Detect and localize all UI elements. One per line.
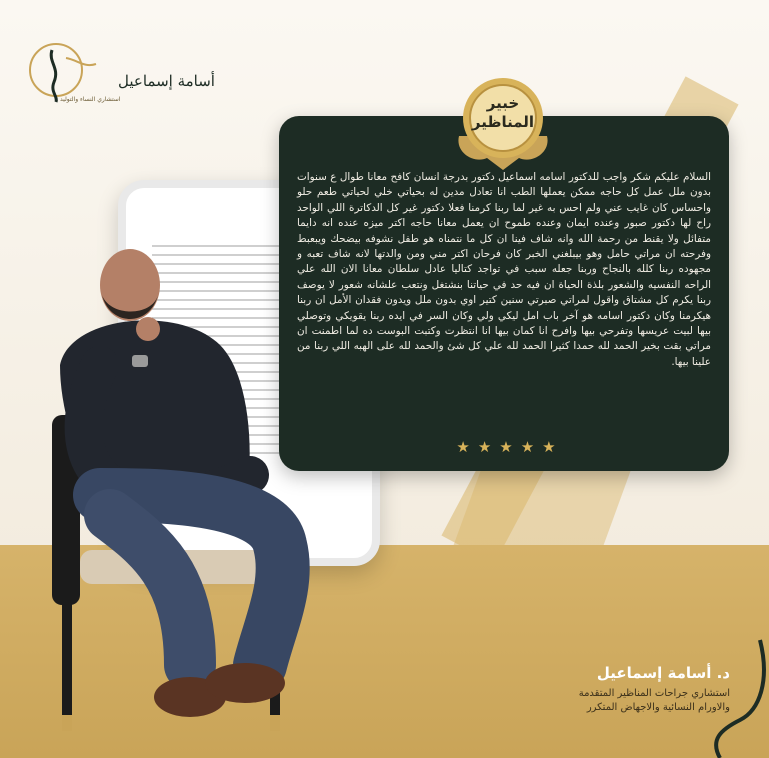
rating-stars — [451, 438, 561, 456]
star-icon: ★ — [456, 438, 470, 456]
star-icon: ★ — [520, 438, 535, 456]
chair-foot-right — [270, 715, 280, 731]
hand — [136, 317, 160, 341]
testimonial-text: السلام عليكم شكر واجب للدكتور اسامه اسماعيل دكتور بدرجة انسان كافح معانا طوال ع سنوات بدون ملل عمل كل حاجه ممكن يعملها الطب انا تعادل مدين له بحياتي خلي لحياتي طعم حلو واحساس كان غايب عني ولم احس به غير لما ربنا كرمنا فعلا دكتور غير كل الدكاترة اللي الواحد راح لها دكتور صبور وعنده ايمان وعنده طموح ان يعمل معانا حاجه اكتر ميزه عنده انه دايما متفائل ولا يقنط من رحمة الله وانه شاف فينا ان كل ما نتمناه هو طفل نشوفه بيضحك ويبعبط وفرحته ان مراتي حامل وهو بيبلغني الخبر كان فرحان اكتر مني ومن والدتها لانه شاف تعبه و مجهوده ربنا كلله بالنجاح وربنا جعله سبب في تواجد كتاليا عادل سلطان معانا الان الله علي الراحه النفسيه والشعور بلذة الحياة ان فيه حد في حياتنا بنشتغل ونتعب علشانه شعور لا يوصف ربنا يكرم كل مشتاق واقول لمراتي صبرتي سنين كتير اوي بدون ملل ويدون فقدان الأمل ان ربنا هيكرمنا وكان دكتور اسامه هو آخر باب امل ليكي ولي وكان السر في ايده ربنا يقويكي وتوصلي بيها لبيت عريسها وتفرحي بيها وافرح انا كمان بيها انا انتظرت وكتبت البوست ده لما اطمنت ان مراتي بقت بخير الحمد لله حمدا كثيرا الحمد لله علي كل شئ والحمد لله على الهبه اللي ربنا من علينا بيها. — [297, 171, 711, 368]
star-icon: ★ — [542, 438, 556, 456]
svg-text:أسامة إسماعيل: أسامة إسماعيل — [118, 72, 215, 90]
shoe-right — [205, 663, 285, 703]
chair-foot-left — [62, 715, 72, 731]
star-icon: ★ — [499, 438, 513, 456]
chair-leg-left — [62, 575, 72, 725]
doctor-name: د. أسامة إسماعيل — [596, 664, 730, 682]
head — [100, 249, 160, 321]
doctor-title-line2: والاورام النسائية والاجهاض المتكرر — [586, 702, 730, 713]
jeans-leg-left — [110, 515, 190, 665]
logo-subtitle: استشاري النساء والتوليد — [60, 96, 121, 103]
star-icon: ★ — [477, 438, 492, 456]
doctor-title-line1: استشاري جراحات المناظير المتقدمة — [578, 688, 730, 699]
watch — [132, 355, 148, 367]
badge-title-line2: المناظير — [471, 113, 535, 131]
decorative-swirl — [700, 640, 769, 758]
badge-title-line1: خبير — [486, 94, 520, 112]
